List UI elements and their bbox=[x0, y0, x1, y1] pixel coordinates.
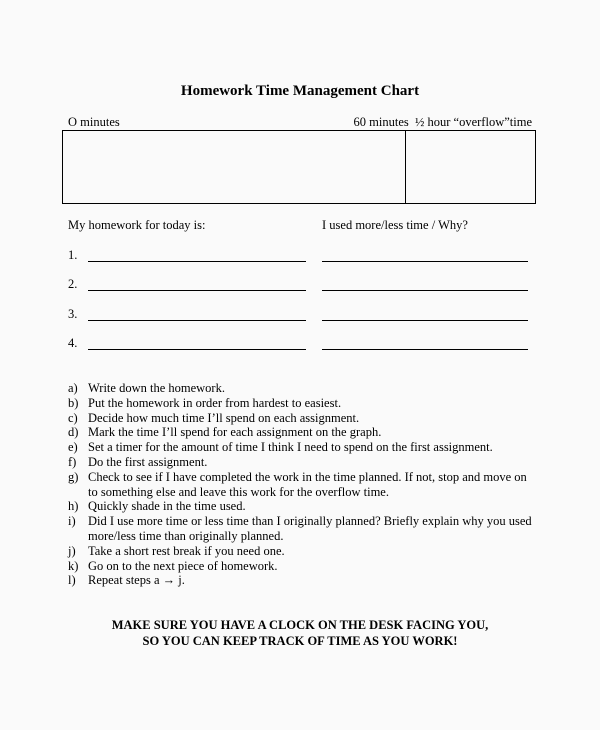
step-letter: d) bbox=[68, 425, 79, 440]
homework-column-label: My homework for today is: bbox=[68, 218, 206, 232]
timeline-end-labels bbox=[354, 115, 532, 130]
step-text: Mark the time I’ll spend for each assignment on the graph. bbox=[88, 425, 382, 440]
step-text: Take a short rest break if you need one. bbox=[88, 543, 285, 558]
footer-line-1: MAKE SURE YOU HAVE A CLOCK ON THE DESK FACING YOU, bbox=[111, 618, 489, 632]
step-item bbox=[68, 425, 538, 440]
step-letter: l) bbox=[68, 573, 76, 588]
step-letter: a) bbox=[68, 381, 78, 395]
step-letter: j) bbox=[68, 543, 76, 558]
homework-entry-line[interactable] bbox=[88, 349, 306, 350]
step-text: Set a timer for the amount of time I think I need to spend on the first assignment. bbox=[88, 440, 493, 455]
step-letter: f) bbox=[68, 454, 77, 469]
why-entry-line[interactable] bbox=[322, 320, 528, 321]
time-graph-box[interactable] bbox=[62, 130, 536, 204]
timeline-end-label: 60 minutes bbox=[353, 115, 409, 129]
step-letter: i) bbox=[68, 514, 76, 529]
step-item bbox=[68, 514, 538, 544]
step-item bbox=[68, 381, 538, 396]
why-column-label: I used more/less time / Why? bbox=[322, 218, 468, 232]
step-letter: g) bbox=[68, 469, 79, 484]
page-title: Homework Time Management Chart bbox=[180, 83, 420, 99]
step-item bbox=[68, 573, 538, 588]
step-text: Decide how much time I’ll spend on each assignment. bbox=[88, 410, 360, 425]
row-number: 4. bbox=[68, 336, 78, 350]
why-entry-line[interactable] bbox=[322, 290, 528, 291]
step-letter: h) bbox=[68, 499, 79, 514]
step-text: Do the first assignment. bbox=[88, 454, 208, 469]
step-text: Check to see if I have completed the work in the time planned. If not, stop and move on to something else and leave this work for the overflow time. bbox=[88, 469, 527, 499]
homework-entry-line[interactable] bbox=[88, 261, 306, 262]
why-entry-line[interactable] bbox=[322, 261, 528, 262]
row-number: 3. bbox=[68, 307, 78, 321]
step-letter: k) bbox=[68, 558, 79, 573]
step-item bbox=[68, 470, 538, 500]
time-graph-overflow-divider bbox=[405, 131, 406, 203]
step-letter: b) bbox=[68, 395, 79, 410]
footer-reminder bbox=[0, 617, 600, 649]
step-item bbox=[68, 559, 538, 574]
step-text: Did I use more time or less time than I originally planned? Briefly explain why you used more/less time than originally planned. bbox=[88, 514, 532, 543]
step-letter: e) bbox=[68, 440, 78, 455]
why-entry-line[interactable] bbox=[322, 349, 528, 350]
timeline-start-label: O minutes bbox=[68, 115, 120, 129]
step-item bbox=[68, 411, 538, 426]
step-text: Write down the homework. bbox=[88, 381, 225, 395]
step-item bbox=[68, 455, 538, 470]
steps-list bbox=[68, 381, 538, 588]
timeline-overflow-label: ½ hour “overflow”time bbox=[415, 115, 532, 129]
step-item bbox=[68, 396, 538, 411]
step-text: Quickly shade in the time used. bbox=[88, 499, 246, 514]
row-number: 1. bbox=[68, 248, 78, 262]
step-text: Go on to the next piece of homework. bbox=[88, 558, 278, 573]
step-letter: c) bbox=[68, 410, 78, 425]
step-text: Repeat steps a → j. bbox=[88, 573, 185, 588]
step-item bbox=[68, 544, 538, 559]
row-number: 2. bbox=[68, 277, 78, 291]
step-item bbox=[68, 440, 538, 455]
footer-line-2: SO YOU CAN KEEP TRACK OF TIME AS YOU WORK! bbox=[142, 634, 458, 648]
step-item bbox=[68, 499, 538, 514]
step-text: Put the homework in order from hardest to easiest. bbox=[88, 395, 342, 410]
homework-entry-line[interactable] bbox=[88, 290, 306, 291]
homework-entry-line[interactable] bbox=[88, 320, 306, 321]
